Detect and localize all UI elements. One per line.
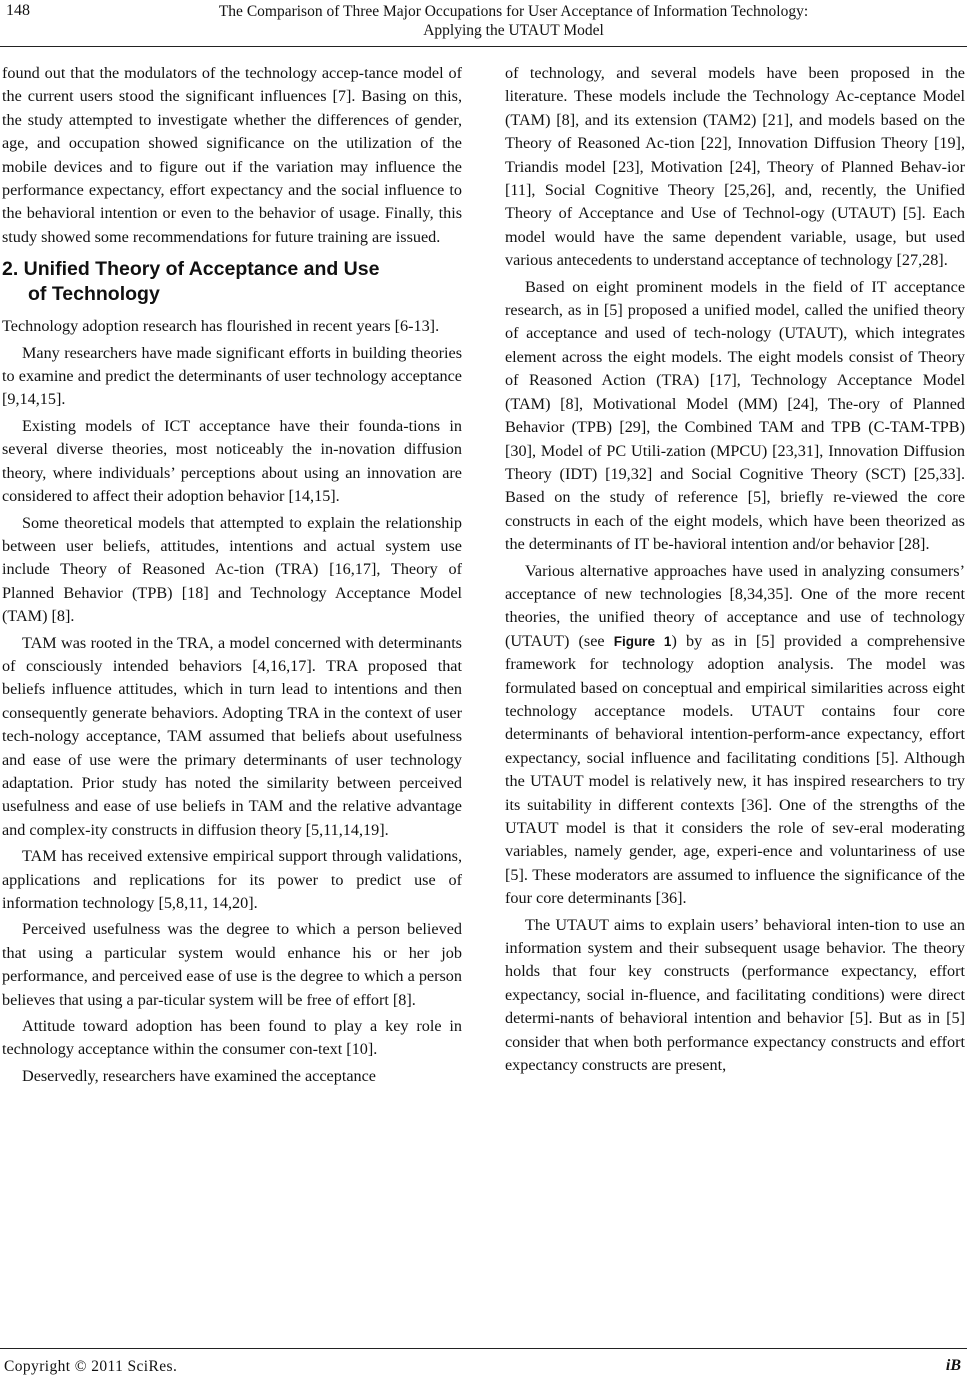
paragraph: Perceived usefulness was the degree to which a person believed that using a particular system would enhance his or her job performance, and perceived ease of use is the degree to which a person believes that using a par-ticular system will be free of effort [8]. [2,920,462,1009]
footer-divider [0,1348,967,1349]
running-title-line-1: The Comparison of Three Major Occupations for User Acceptance of Information Technology: [218,3,809,20]
copyright-notice: Copyright © 2011 SciRes. [4,1358,178,1375]
paragraph: of technology, and several models have been proposed in the literature. These models include the Technology Ac-ceptance Model (TAM) [8], and its extension (TAM2) [21], and models based on the Theory of Reasoned Ac-tion [22], Innovation Diffusion Theory [19], Triandis model [23], Motivation [24], Theory of Planned Behav-ior [11], Social Cognitive Theory [25,26], and, recently, the Unified Theory of Acceptance and Use of Technol-ogy (UTAUT) [5]. Each model would have the same dependent variable, usage, but used various antecedents to understand acceptance of technology [27,28]. [505,64,965,270]
right-column [505,62,965,1077]
section-heading-line-1: 2. Unified Theory of Acceptance and Use [2,258,380,281]
page-header [0,0,967,52]
paragraph: Technology adoption research has flourished in recent years [6-13]. [2,317,440,336]
section-heading-line-2: of Technology [28,283,160,306]
paragraph: Deservedly, researchers have examined the acceptance [22,1066,376,1085]
paragraph: TAM was rooted in the TRA, a model concerned with determinants of consciously intended behaviors [4,16,17]. TRA proposed that beliefs influence attitudes, which in turn lead to intentions and then consequently generate behaviors. Adopting TRA in the context of user tech-nology acceptance, TAM assumed that beliefs about usefulness and ease of use were the primary determinants of user technology adaptation. Prior study has noted the similarity between perceived usefulness and ease of use beliefs in TAM and the relative advantage and complex-ity constructs in diffusion theory [5,11,14,19]. [2,633,462,839]
journal-abbreviation: iB [945,1357,961,1374]
paragraph: Attitude toward adoption has been found to play a key role in technology acceptance within the consumer con-text [10]. [2,1017,462,1059]
paragraph [505,560,965,911]
section-heading [2,257,462,307]
paragraph: found out that the modulators of the technology accep-tance model of the current users stood the significant influences [7]. Basing on this, the study attempted to investigate whether the differences of gender, age, and occupation showed significance on the utilization of the mobile devices and to figure out if the variation may influence the performance expectancy, effort expectancy and the social influence to the behavioral intention or even to the behavior of usage. Finally, this study showed some recommendations for future training are issued. [2,64,462,246]
running-title [60,2,967,40]
paragraph: Many researchers have made significant efforts in building theories to examine and predict the determinants of user technology acceptance [9,14,15]. [2,343,462,409]
paragraph: Existing models of ICT acceptance have their founda-tions in several diverse theories, most noticeably the in-novation diffusion theory, where individuals’ perceptions about using an innovation are considered to affect their adoption behavior [14,15]. [2,416,462,506]
paragraph: Based on eight prominent models in the field of IT acceptance research, as in [5] proposed a unified model, called the unified theory of acceptance and used of tech-nology (UTAUT), which integrates element across the eight models. The eight models consist of Theory of Reasoned Action (TRA) [17], Technology Acceptance Model (TAM) [8], Motivational Model (MM) [24], The-ory of Planned Behavior (TPB) [29], the Combined TAM and TPB (C-TAM-TPB) [30], Model of PC Utili-zation (MPCU) [23,31], Innovation Diffusion Theory (IDT) [19,32] and Social Cognitive Theory (SCT) [25,33]. Based on the study of reference [5], briefly re-viewed the core constructs in each of the eight models, which have been theorized as the determinants of IT be-havioral intention and/or behavior [28]. [505,277,965,554]
running-title-line-2: Applying the UTAUT Model [423,22,604,39]
paragraph-text: Various alternative approaches have used in analyzing consumers’ acceptance of new technologies [8,34,35]. One of the more recent theories, the unified theory of acceptance and use of technology (UTAUT) (see [505,561,965,650]
page-number: 148 [6,2,30,19]
paragraph-text: ) by as in [5] provided a comprehensive framework for technology adoption analysis. The model was formulated based on conceptual and empirical similarities across eight technology acceptance models. UTAUT contains four core determinants of behavioral intention-perform-ance expectancy, effort expectancy, social influence and facilitating conditions [5]. Although the UTAUT model is relatively new, it has inspired researchers to try its suitability in different contexts [36]. One of the strengths of the UTAUT model is that it considers the role of sev-eral moderating variables, namely gender, age, experi-ence and voluntariness of use [5]. These moderators are assumed to influence the significance of the four core determinants [36]. [505,631,966,908]
header-divider [0,46,967,47]
left-column [2,62,462,1088]
paragraph: TAM has received extensive empirical support through validations, applications and replications for its power to predict use of information technology [5,8,11, 14,20]. [2,847,462,912]
paragraph: Some theoretical models that attempted to explain the relationship between user beliefs, attitudes, intentions and actual system use include Theory of Reasoned Ac-tion (TRA) [16,17], Theory of Planned Behavior (TPB) [18] and Technology Acceptance Model (TAM) [8]. [2,513,462,626]
figure-1-link[interactable]: Figure 1 [613,633,672,649]
paragraph: The UTAUT aims to explain users’ behavioral inten-tion to use an information system and their subsequent usage behavior. The theory holds that four key constructs (performance expectancy, effort expectancy, social in-fluence, and facilitating conditions) were direct determi-nants of behavioral intention and behavior [5]. But as in [5] consider that when both performance expectancy constructs and effort expectancy constructs are present, [505,915,965,1075]
